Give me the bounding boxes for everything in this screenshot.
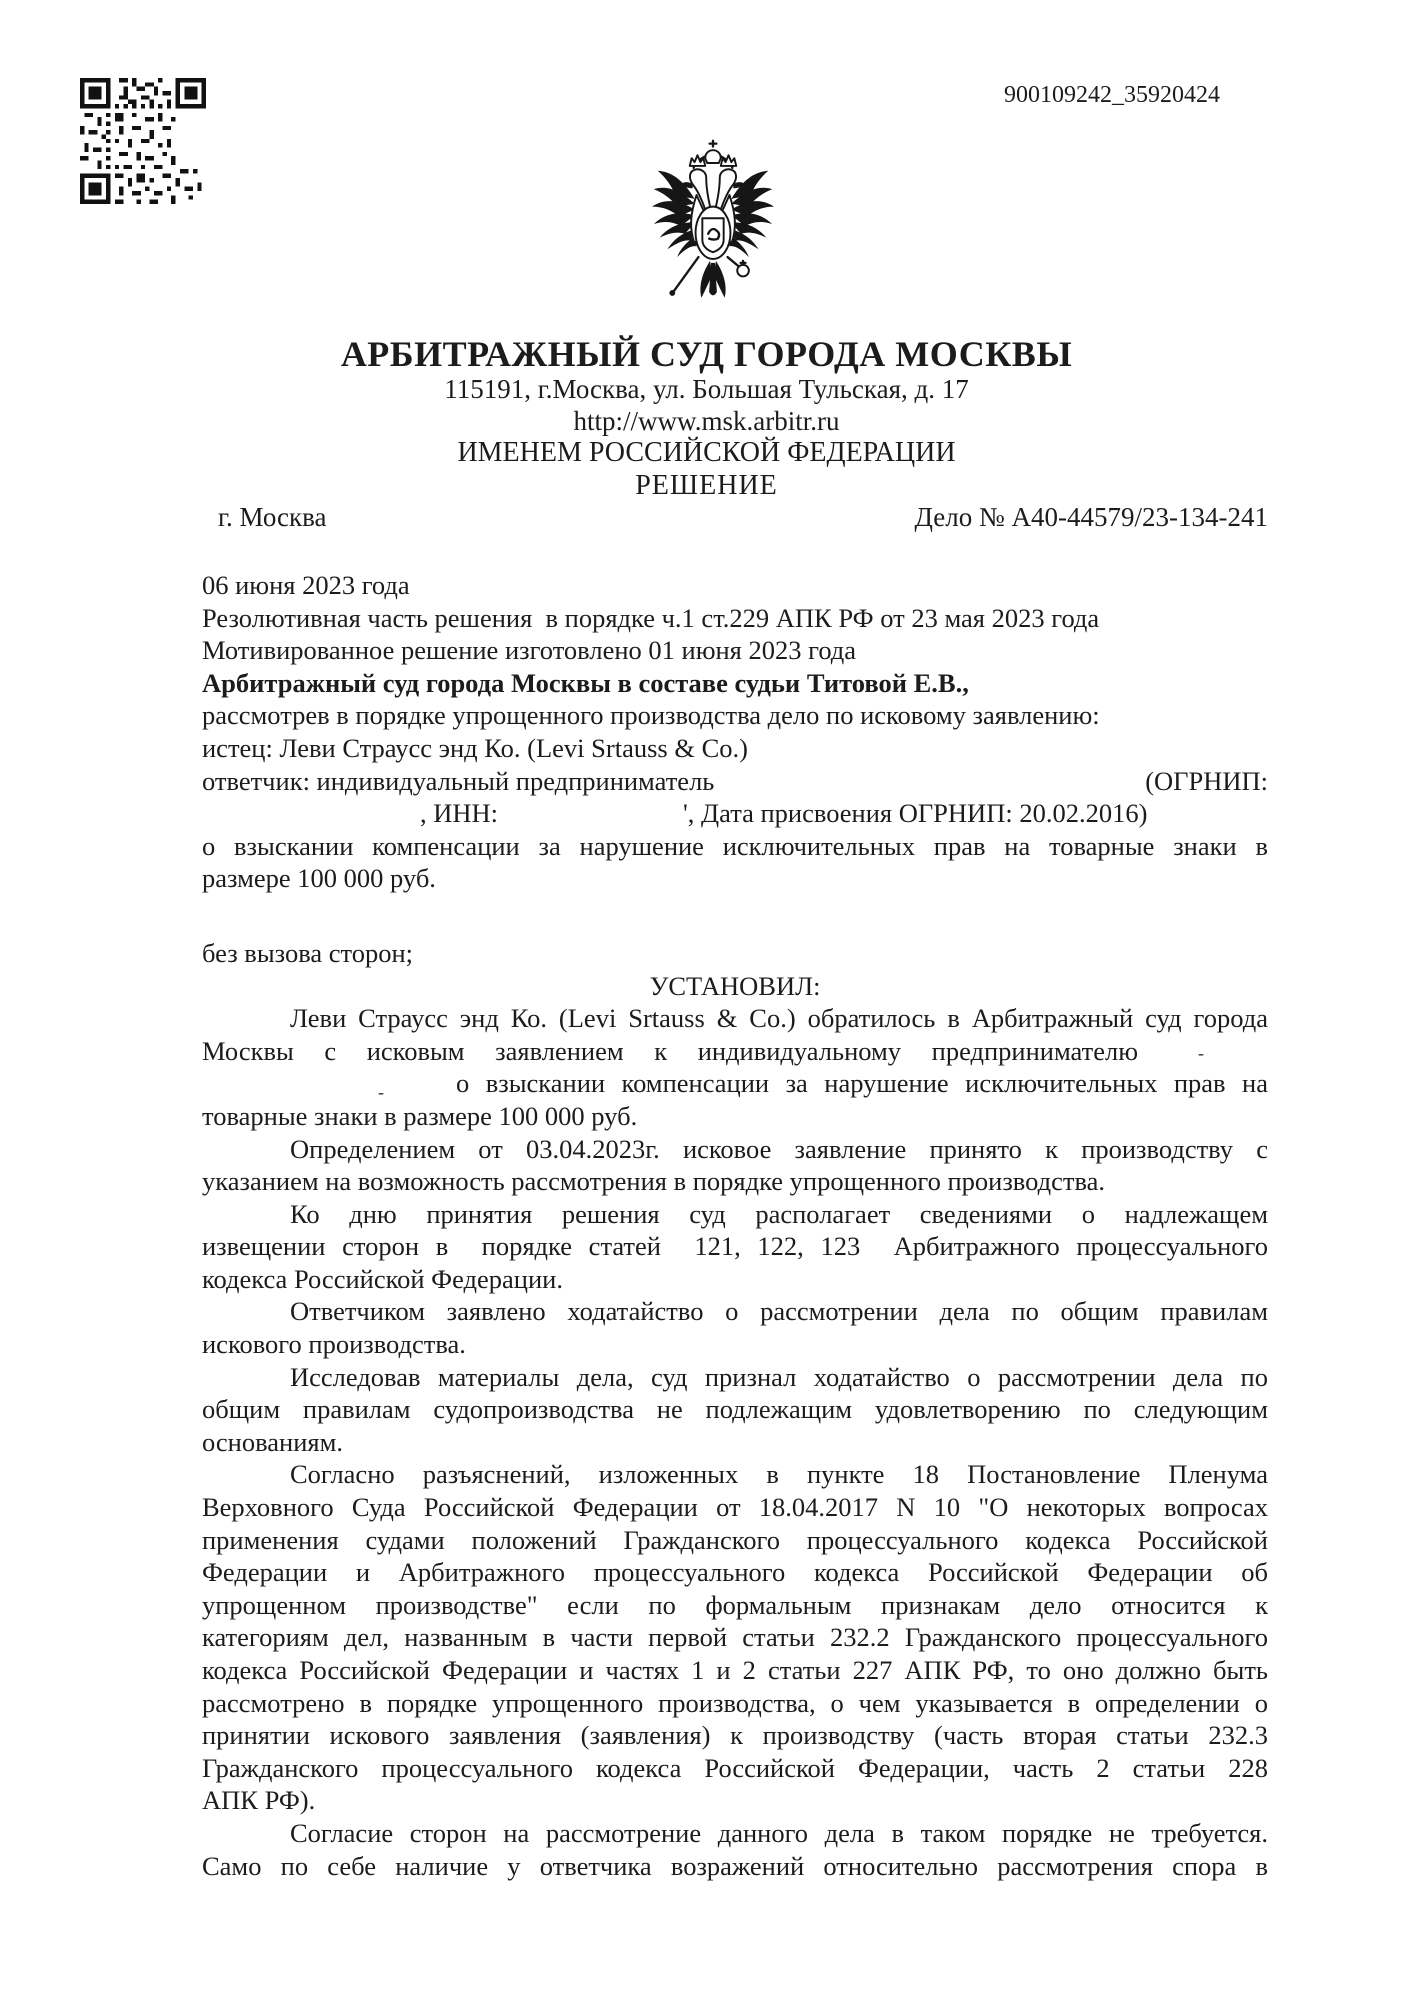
- document-type-title: РЕШЕНИЕ: [635, 470, 778, 501]
- text-line: кодекса Российской Федерации и частях 1 и 2 статьи 227 АПК РФ, то оно должно быть: [202, 1655, 1268, 1685]
- text-line: Определением от 03.04.2023г. исковое заявление принято к производству с: [290, 1133, 1268, 1164]
- text-line: общим правилам судопроизводства не подлежащим удовлетворению по следующим: [202, 1394, 1268, 1425]
- text-line: Само по себе наличие у ответчика возражений относительно рассмотрения спора в: [202, 1850, 1268, 1881]
- text-segment: ', Дата присвоения ОГРНИП: 20.02.2016): [683, 798, 1148, 829]
- text-line: Гражданского процессуального кодекса Российской Федерации, часть 2 статьи 228: [202, 1752, 1268, 1783]
- place-and-case-row: [202, 502, 1268, 533]
- text-line: истец: Леви Страусс энд Ко. (Levi Srtauss & Co.): [202, 732, 748, 763]
- text-line: без вызова сторон;: [202, 937, 414, 968]
- text-line: товарные знаки в размере 100 000 руб.: [202, 1100, 638, 1131]
- text-line: Арбитражный суд города Москвы в составе судьи Титовой Е.В.,: [202, 667, 969, 698]
- text-line: [202, 895, 1268, 937]
- court-address: 115191, г.Москва, ул. Большая Тульская, д. 17: [444, 374, 969, 404]
- text-line: Леви Страусс энд Ко. (Levi Srtauss & Co.) обратилось в Арбитражный суд города: [290, 1003, 1268, 1034]
- text-line: Ответчиком заявлено ходатайство о рассмотрении дела по общим правилам: [290, 1296, 1268, 1327]
- text-line: упрощенном производстве" если по формальным признакам дело относится к: [202, 1589, 1268, 1620]
- place-label: г. Москва: [218, 502, 327, 532]
- in-the-name-line: ИМЕНЕМ РОССИЙСКОЙ ФЕДЕРАЦИИ: [457, 437, 956, 468]
- text-line: о взыскании компенсации за нарушение исключительных прав на: [456, 1068, 1268, 1099]
- text-line: Резолютивная часть решения в порядке ч.1 ст.229 АПК РФ от 23 мая 2023 года: [202, 602, 1100, 633]
- text-line: применения судами положений Гражданского процессуального кодекса Российской: [202, 1524, 1268, 1555]
- text-line: Мотивированное решение изготовлено 01 июня 2023 года: [202, 635, 857, 666]
- redaction-mark: -: [1198, 1043, 1204, 1063]
- text-line: рассмотрено в порядке упрощенного производства, о чем указывается в определении о: [202, 1687, 1268, 1718]
- case-number: Дело № А40-44579/23-134-241: [914, 502, 1268, 532]
- document-lines: [202, 569, 1268, 1882]
- document-number: 900109242_35920424: [1004, 82, 1220, 108]
- text-line: Верховного Суда Российской Федерации от 18.04.2017 N 10 "О некоторых вопросах: [202, 1492, 1268, 1523]
- text-line: извещении сторон в порядке статей 121, 122, 123 Арбитражного процессуального: [202, 1231, 1268, 1262]
- court-name: АРБИТРАЖНЫЙ СУД ГОРОДА МОСКВЫ: [340, 334, 1073, 374]
- redacted-gap: [202, 821, 420, 822]
- court-website: http://www.msk.arbitr.ru: [573, 406, 840, 436]
- text-segment: , ИНН:: [420, 798, 499, 829]
- text-line: Ко дню принятия решения суд располагает сведениями о надлежащем: [290, 1198, 1268, 1229]
- text-line: рассмотрев в порядке упрощенного производства дело по исковому заявлению:: [202, 700, 1100, 731]
- text-line: размере 100 000 руб.: [202, 863, 436, 894]
- redaction-mark: -: [378, 1082, 384, 1102]
- text-line: принятии искового заявления (заявления) к производству (часть вторая статьи 232.3: [202, 1720, 1268, 1751]
- text-line: Согласно разъяснений, изложенных в пункте 18 Постановление Пленума: [290, 1459, 1268, 1490]
- coat-of-arms-icon: [650, 136, 776, 318]
- text-segment: ответчик: индивидуальный предприниматель: [202, 765, 715, 796]
- text-line: о взыскании компенсации за нарушение исключительных прав на товарные знаки в: [202, 830, 1268, 861]
- text-segment: (ОГРНИП:: [1145, 765, 1268, 796]
- text-line: Москвы с исковым заявлением к индивидуальному предпринимателю: [202, 1035, 1138, 1066]
- redacted-gap: [498, 821, 683, 822]
- text-line: [202, 765, 1268, 798]
- text-line: 06 июня 2023 года: [202, 570, 410, 600]
- text-line: Федерации и Арбитражного процессуального кодекса Российской Федерации об: [202, 1557, 1268, 1588]
- text-line: АПК РФ).: [202, 1785, 316, 1816]
- qr-code-icon: [80, 78, 206, 204]
- text-line: категориям дел, названным в части первой статьи 232.2 Гражданского процессуального: [202, 1622, 1268, 1653]
- text-line: основаниям.: [202, 1426, 343, 1457]
- text-line: искового производства.: [202, 1329, 466, 1360]
- text-line: [202, 797, 1268, 830]
- section-heading: УСТАНОВИЛ:: [649, 970, 821, 1001]
- text-line: Согласие сторон на рассмотрение данного дела в таком порядке не требуется.: [290, 1817, 1268, 1848]
- text-line: Исследовав материалы дела, суд признал ходатайство о рассмотрении дела по: [290, 1361, 1268, 1392]
- text-line: кодекса Российской Федерации.: [202, 1263, 563, 1294]
- text-line: указанием на возможность рассмотрения в порядке упрощенного производства.: [202, 1166, 1106, 1197]
